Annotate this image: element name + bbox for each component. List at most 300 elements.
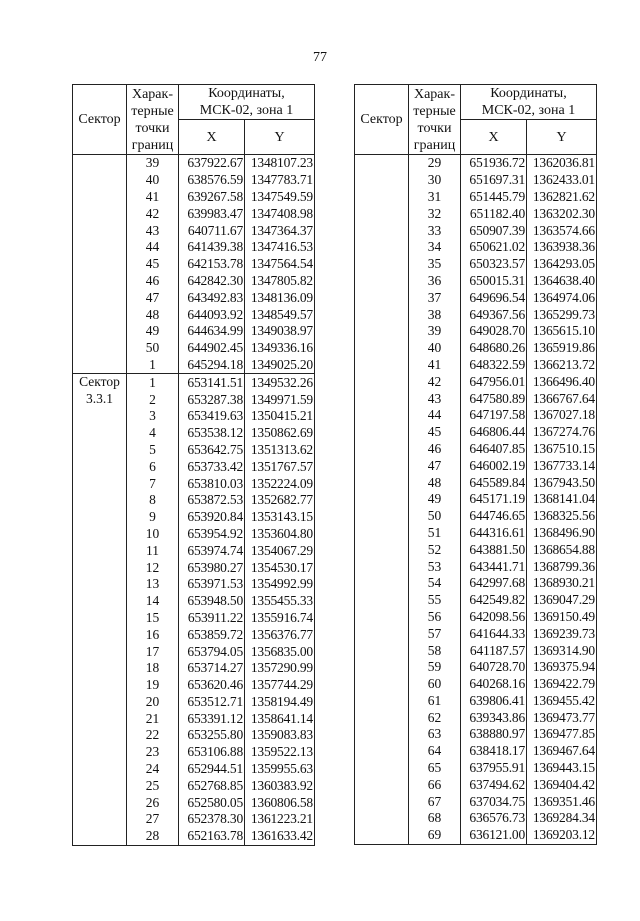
- table-row: [73, 374, 315, 391]
- sector-cell: [355, 457, 409, 474]
- sector-cell: [355, 340, 409, 357]
- table-row: [73, 155, 315, 172]
- x-coordinate-cell: 650323.57: [461, 256, 527, 273]
- x-coordinate-cell: 653255.80: [179, 727, 245, 744]
- table-row: [355, 441, 597, 458]
- table-row: [355, 239, 597, 256]
- x-coordinate-cell: 650015.31: [461, 273, 527, 290]
- point-number-cell: 23: [127, 744, 179, 761]
- x-coordinate-cell: 653872.53: [179, 492, 245, 509]
- x-coordinate-cell: 644316.61: [461, 525, 527, 542]
- x-coordinate-cell: 649367.56: [461, 306, 527, 323]
- y-coordinate-cell: 1358194.49: [245, 694, 315, 711]
- point-number-cell: 26: [127, 794, 179, 811]
- y-coordinate-cell: 1347364.37: [245, 222, 315, 239]
- x-coordinate-cell: 642549.82: [461, 592, 527, 609]
- coordinates-table-right: [354, 84, 597, 845]
- sector-cell: [73, 340, 127, 357]
- table-row: [355, 508, 597, 525]
- point-number-cell: 40: [409, 340, 461, 357]
- x-coordinate-cell: 641187.57: [461, 642, 527, 659]
- y-coordinate-cell: 1365615.10: [527, 323, 597, 340]
- y-coordinate-cell: 1368325.56: [527, 508, 597, 525]
- y-coordinate-cell: 1367733.14: [527, 457, 597, 474]
- point-number-cell: 1: [127, 357, 179, 374]
- sector-cell: [73, 542, 127, 559]
- y-coordinate-cell: 1361633.42: [245, 828, 315, 845]
- x-coordinate-cell: 653391.12: [179, 710, 245, 727]
- table-row: [355, 306, 597, 323]
- point-number-cell: 17: [127, 643, 179, 660]
- x-coordinate-cell: 653980.27: [179, 559, 245, 576]
- x-coordinate-cell: 645294.18: [179, 357, 245, 374]
- sector-cell: [73, 576, 127, 593]
- header-sector: Сектор: [355, 85, 409, 155]
- sector-cell: [355, 625, 409, 642]
- sector-cell: [73, 794, 127, 811]
- y-coordinate-cell: 1349038.97: [245, 323, 315, 340]
- x-coordinate-cell: 644746.65: [461, 508, 527, 525]
- y-coordinate-cell: 1365299.73: [527, 306, 597, 323]
- sector-cell: [73, 289, 127, 306]
- y-coordinate-cell: 1347416.53: [245, 239, 315, 256]
- x-coordinate-cell: 639806.41: [461, 693, 527, 710]
- x-coordinate-cell: 638576.59: [179, 172, 245, 189]
- sector-cell: [355, 239, 409, 256]
- table-row: [355, 525, 597, 542]
- page-number: 77: [313, 50, 327, 65]
- table-row: [73, 273, 315, 290]
- x-coordinate-cell: 637955.91: [461, 760, 527, 777]
- x-coordinate-cell: 638418.17: [461, 743, 527, 760]
- x-coordinate-cell: 642997.68: [461, 575, 527, 592]
- x-coordinate-cell: 636121.00: [461, 827, 527, 844]
- point-number-cell: 16: [127, 626, 179, 643]
- sector-cell: [355, 222, 409, 239]
- sector-cell: [355, 508, 409, 525]
- y-coordinate-cell: 1353143.15: [245, 509, 315, 526]
- point-number-cell: 49: [127, 323, 179, 340]
- table-row: [355, 172, 597, 189]
- sector-cell: [73, 239, 127, 256]
- point-number-cell: 8: [127, 492, 179, 509]
- table-row: [73, 391, 315, 408]
- sector-cell: [355, 256, 409, 273]
- table-row: [355, 693, 597, 710]
- sector-cell: [355, 172, 409, 189]
- sector-cell: [355, 592, 409, 609]
- point-number-cell: 34: [409, 239, 461, 256]
- point-number-cell: 56: [409, 609, 461, 626]
- x-coordinate-cell: 638880.97: [461, 726, 527, 743]
- x-coordinate-cell: 647956.01: [461, 373, 527, 390]
- point-number-cell: 59: [409, 659, 461, 676]
- sector-cell: [355, 609, 409, 626]
- table-row: [73, 811, 315, 828]
- header-x: X: [461, 120, 527, 155]
- table-row: [355, 357, 597, 374]
- point-number-cell: 43: [127, 222, 179, 239]
- x-coordinate-cell: 645171.19: [461, 491, 527, 508]
- x-coordinate-cell: 640711.67: [179, 222, 245, 239]
- point-number-cell: 46: [409, 441, 461, 458]
- point-number-cell: 52: [409, 541, 461, 558]
- y-coordinate-cell: 1356376.77: [245, 626, 315, 643]
- sector-cell: [73, 222, 127, 239]
- x-coordinate-cell: 645589.84: [461, 474, 527, 491]
- x-coordinate-cell: 653620.46: [179, 677, 245, 694]
- table-row: [355, 793, 597, 810]
- x-coordinate-cell: 653954.92: [179, 526, 245, 543]
- header-sector: Сектор: [73, 85, 127, 155]
- point-number-cell: 47: [409, 457, 461, 474]
- y-coordinate-cell: 1349971.59: [245, 391, 315, 408]
- y-coordinate-cell: 1366213.72: [527, 357, 597, 374]
- x-coordinate-cell: 653810.03: [179, 475, 245, 492]
- x-coordinate-cell: 651697.31: [461, 172, 527, 189]
- header-y: Y: [245, 120, 315, 155]
- x-coordinate-cell: 649696.54: [461, 289, 527, 306]
- header-coordinates: [179, 85, 315, 120]
- table-row: [355, 155, 597, 172]
- table-row: [355, 760, 597, 777]
- table-row: [73, 526, 315, 543]
- y-coordinate-cell: 1354992.99: [245, 576, 315, 593]
- sector-cell: [73, 509, 127, 526]
- point-number-cell: 10: [127, 526, 179, 543]
- point-number-cell: 12: [127, 559, 179, 576]
- sector-cell: [73, 442, 127, 459]
- x-coordinate-cell: 648680.26: [461, 340, 527, 357]
- header-x: X: [179, 120, 245, 155]
- table-row: [73, 643, 315, 660]
- y-coordinate-cell: 1348107.23: [245, 155, 315, 172]
- table-row: [355, 810, 597, 827]
- y-coordinate-cell: 1352224.09: [245, 475, 315, 492]
- y-coordinate-cell: 1347783.71: [245, 172, 315, 189]
- y-coordinate-cell: 1359083.83: [245, 727, 315, 744]
- point-number-cell: 14: [127, 593, 179, 610]
- table-row: [73, 408, 315, 425]
- sector-cell: [355, 693, 409, 710]
- sector-cell: [73, 660, 127, 677]
- x-coordinate-cell: 653106.88: [179, 744, 245, 761]
- y-coordinate-cell: 1359955.63: [245, 761, 315, 778]
- point-number-cell: 30: [409, 172, 461, 189]
- y-coordinate-cell: 1369203.12: [527, 827, 597, 844]
- y-coordinate-cell: 1360383.92: [245, 777, 315, 794]
- x-coordinate-cell: 639267.58: [179, 189, 245, 206]
- table-body-right: [355, 155, 597, 845]
- point-number-cell: 57: [409, 625, 461, 642]
- sector-cell: [355, 373, 409, 390]
- point-number-cell: 11: [127, 542, 179, 559]
- sector-cell: [73, 425, 127, 442]
- y-coordinate-cell: 1368654.88: [527, 541, 597, 558]
- table-row: [73, 710, 315, 727]
- y-coordinate-cell: 1347805.82: [245, 273, 315, 290]
- y-coordinate-cell: 1369047.29: [527, 592, 597, 609]
- y-coordinate-cell: 1355916.74: [245, 610, 315, 627]
- table-row: [355, 289, 597, 306]
- point-number-cell: 45: [127, 256, 179, 273]
- x-coordinate-cell: 643492.83: [179, 289, 245, 306]
- point-number-cell: 44: [409, 407, 461, 424]
- table-row: [73, 442, 315, 459]
- table-row: [73, 777, 315, 794]
- header-coordinates-line-1: Координаты,: [490, 86, 567, 101]
- table-row: [355, 642, 597, 659]
- point-number-cell: 45: [409, 424, 461, 441]
- header-y: Y: [527, 120, 597, 155]
- sector-cell: [355, 323, 409, 340]
- table-row: [355, 776, 597, 793]
- x-coordinate-cell: 641644.33: [461, 625, 527, 642]
- point-number-cell: 31: [409, 189, 461, 206]
- y-coordinate-cell: 1366496.40: [527, 373, 597, 390]
- point-number-cell: 37: [409, 289, 461, 306]
- point-number-cell: 44: [127, 239, 179, 256]
- y-coordinate-cell: 1369375.94: [527, 659, 597, 676]
- sector-cell: [73, 727, 127, 744]
- table-row: [73, 794, 315, 811]
- table-row: [73, 576, 315, 593]
- header-points-line-1: Харак-: [131, 86, 173, 102]
- y-coordinate-cell: 1369455.42: [527, 693, 597, 710]
- x-coordinate-cell: 653512.71: [179, 694, 245, 711]
- point-number-cell: 48: [409, 474, 461, 491]
- point-number-cell: 35: [409, 256, 461, 273]
- y-coordinate-cell: 1362433.01: [527, 172, 597, 189]
- sector-cell: [355, 273, 409, 290]
- sector-cell: [73, 172, 127, 189]
- table-row: [73, 239, 315, 256]
- x-coordinate-cell: 652768.85: [179, 777, 245, 794]
- x-coordinate-cell: 648322.59: [461, 357, 527, 374]
- table-row: [355, 709, 597, 726]
- coordinates-table-left: [72, 84, 315, 846]
- x-coordinate-cell: 653971.53: [179, 576, 245, 593]
- x-coordinate-cell: 641439.38: [179, 239, 245, 256]
- point-number-cell: 3: [127, 408, 179, 425]
- sector-cell: [355, 676, 409, 693]
- y-coordinate-cell: 1356835.00: [245, 643, 315, 660]
- header-points: [409, 85, 461, 155]
- x-coordinate-cell: 637922.67: [179, 155, 245, 172]
- sector-cell: [355, 155, 409, 172]
- table-row: [73, 340, 315, 357]
- point-number-cell: 4: [127, 425, 179, 442]
- x-coordinate-cell: 652580.05: [179, 794, 245, 811]
- x-coordinate-cell: 653141.51: [179, 374, 245, 391]
- x-coordinate-cell: 653911.22: [179, 610, 245, 627]
- sector-cell: [73, 777, 127, 794]
- table-row: [73, 256, 315, 273]
- table-row: [355, 189, 597, 206]
- sector-cell: [73, 559, 127, 576]
- point-number-cell: 64: [409, 743, 461, 760]
- y-coordinate-cell: 1367274.76: [527, 424, 597, 441]
- y-coordinate-cell: 1369422.79: [527, 676, 597, 693]
- sector-cell: [355, 407, 409, 424]
- point-number-cell: 1: [127, 374, 179, 391]
- y-coordinate-cell: 1357290.99: [245, 660, 315, 677]
- x-coordinate-cell: 651445.79: [461, 189, 527, 206]
- table-row: [73, 475, 315, 492]
- x-coordinate-cell: 653287.38: [179, 391, 245, 408]
- table-row: [355, 625, 597, 642]
- x-coordinate-cell: 653859.72: [179, 626, 245, 643]
- table-row: [73, 509, 315, 526]
- table-row: [355, 592, 597, 609]
- x-coordinate-cell: 651936.72: [461, 155, 527, 172]
- header-coordinates-line-1: Координаты,: [208, 86, 285, 101]
- y-coordinate-cell: 1365919.86: [527, 340, 597, 357]
- sector-cell: [355, 205, 409, 222]
- table-row: [355, 273, 597, 290]
- x-coordinate-cell: 653794.05: [179, 643, 245, 660]
- table-row: [73, 189, 315, 206]
- sector-cell: [73, 155, 127, 172]
- sector-cell: [73, 323, 127, 340]
- x-coordinate-cell: 653920.84: [179, 509, 245, 526]
- table-row: [355, 827, 597, 844]
- x-coordinate-cell: 636576.73: [461, 810, 527, 827]
- point-number-cell: 25: [127, 777, 179, 794]
- point-number-cell: 48: [127, 306, 179, 323]
- x-coordinate-cell: 646407.85: [461, 441, 527, 458]
- point-number-cell: 9: [127, 509, 179, 526]
- point-number-cell: 42: [409, 373, 461, 390]
- point-number-cell: 60: [409, 676, 461, 693]
- x-coordinate-cell: 650621.02: [461, 239, 527, 256]
- table-row: [73, 542, 315, 559]
- sector-cell: [355, 743, 409, 760]
- x-coordinate-cell: 643441.71: [461, 558, 527, 575]
- point-number-cell: 63: [409, 726, 461, 743]
- sector-cell: [73, 710, 127, 727]
- point-number-cell: 32: [409, 205, 461, 222]
- point-number-cell: 29: [409, 155, 461, 172]
- table-row: [355, 474, 597, 491]
- table-row: [73, 660, 315, 677]
- y-coordinate-cell: 1360806.58: [245, 794, 315, 811]
- sector-cell: [355, 575, 409, 592]
- y-coordinate-cell: 1354530.17: [245, 559, 315, 576]
- point-number-cell: 54: [409, 575, 461, 592]
- table-row: [73, 357, 315, 374]
- table-row: [73, 323, 315, 340]
- point-number-cell: 2: [127, 391, 179, 408]
- sector-cell: [355, 558, 409, 575]
- x-coordinate-cell: 646806.44: [461, 424, 527, 441]
- x-coordinate-cell: 640728.70: [461, 659, 527, 676]
- table-row: [355, 222, 597, 239]
- x-coordinate-cell: 644093.92: [179, 306, 245, 323]
- sector-cell: [355, 189, 409, 206]
- sector-cell: [73, 526, 127, 543]
- sector-cell: [355, 776, 409, 793]
- y-coordinate-cell: 1348136.09: [245, 289, 315, 306]
- sector-cell: [355, 289, 409, 306]
- table-row: [73, 677, 315, 694]
- table-row: [355, 491, 597, 508]
- sector-cell: [73, 306, 127, 323]
- y-coordinate-cell: 1361223.21: [245, 811, 315, 828]
- sector-cell: [73, 761, 127, 778]
- point-number-cell: 18: [127, 660, 179, 677]
- point-number-cell: 28: [127, 828, 179, 845]
- sector-cell: [355, 642, 409, 659]
- table-row: [355, 609, 597, 626]
- y-coordinate-cell: 1369443.15: [527, 760, 597, 777]
- x-coordinate-cell: 642842.30: [179, 273, 245, 290]
- point-number-cell: 67: [409, 793, 461, 810]
- point-number-cell: 68: [409, 810, 461, 827]
- y-coordinate-cell: 1353604.80: [245, 526, 315, 543]
- y-coordinate-cell: 1352682.77: [245, 492, 315, 509]
- header-coordinates-line-2: МСК-02, зона 1: [481, 103, 576, 118]
- sector-cell: [355, 424, 409, 441]
- point-number-cell: 39: [127, 155, 179, 172]
- table-row: [73, 559, 315, 576]
- y-coordinate-cell: 1366767.64: [527, 390, 597, 407]
- sector-cell: Сектор: [73, 374, 127, 391]
- point-number-cell: 49: [409, 491, 461, 508]
- sector-cell: [73, 357, 127, 374]
- x-coordinate-cell: 649028.70: [461, 323, 527, 340]
- y-coordinate-cell: 1369467.64: [527, 743, 597, 760]
- sector-cell: [73, 626, 127, 643]
- x-coordinate-cell: 642098.56: [461, 609, 527, 626]
- x-coordinate-cell: 639983.47: [179, 205, 245, 222]
- sector-cell: [355, 659, 409, 676]
- x-coordinate-cell: 637034.75: [461, 793, 527, 810]
- point-number-cell: 55: [409, 592, 461, 609]
- point-number-cell: 58: [409, 642, 461, 659]
- point-number-cell: 41: [409, 357, 461, 374]
- x-coordinate-cell: 642153.78: [179, 256, 245, 273]
- sector-cell: [355, 441, 409, 458]
- y-coordinate-cell: 1369284.34: [527, 810, 597, 827]
- x-coordinate-cell: 644634.99: [179, 323, 245, 340]
- sector-cell: [355, 491, 409, 508]
- point-number-cell: 62: [409, 709, 461, 726]
- table-row: [355, 659, 597, 676]
- sector-cell: [355, 810, 409, 827]
- point-number-cell: 39: [409, 323, 461, 340]
- x-coordinate-cell: 652378.30: [179, 811, 245, 828]
- x-coordinate-cell: 639343.86: [461, 709, 527, 726]
- x-coordinate-cell: 653419.63: [179, 408, 245, 425]
- sector-cell: [73, 205, 127, 222]
- table-row: [73, 425, 315, 442]
- point-number-cell: 13: [127, 576, 179, 593]
- table-row: [73, 744, 315, 761]
- sector-cell: [73, 273, 127, 290]
- point-number-cell: 33: [409, 222, 461, 239]
- x-coordinate-cell: 653538.12: [179, 425, 245, 442]
- sector-cell: [73, 643, 127, 660]
- x-coordinate-cell: 637494.62: [461, 776, 527, 793]
- table-row: [73, 222, 315, 239]
- table-row: [355, 676, 597, 693]
- sector-cell: [73, 744, 127, 761]
- y-coordinate-cell: 1364974.06: [527, 289, 597, 306]
- table-row: [73, 172, 315, 189]
- table-row: [355, 256, 597, 273]
- x-coordinate-cell: 652163.78: [179, 828, 245, 845]
